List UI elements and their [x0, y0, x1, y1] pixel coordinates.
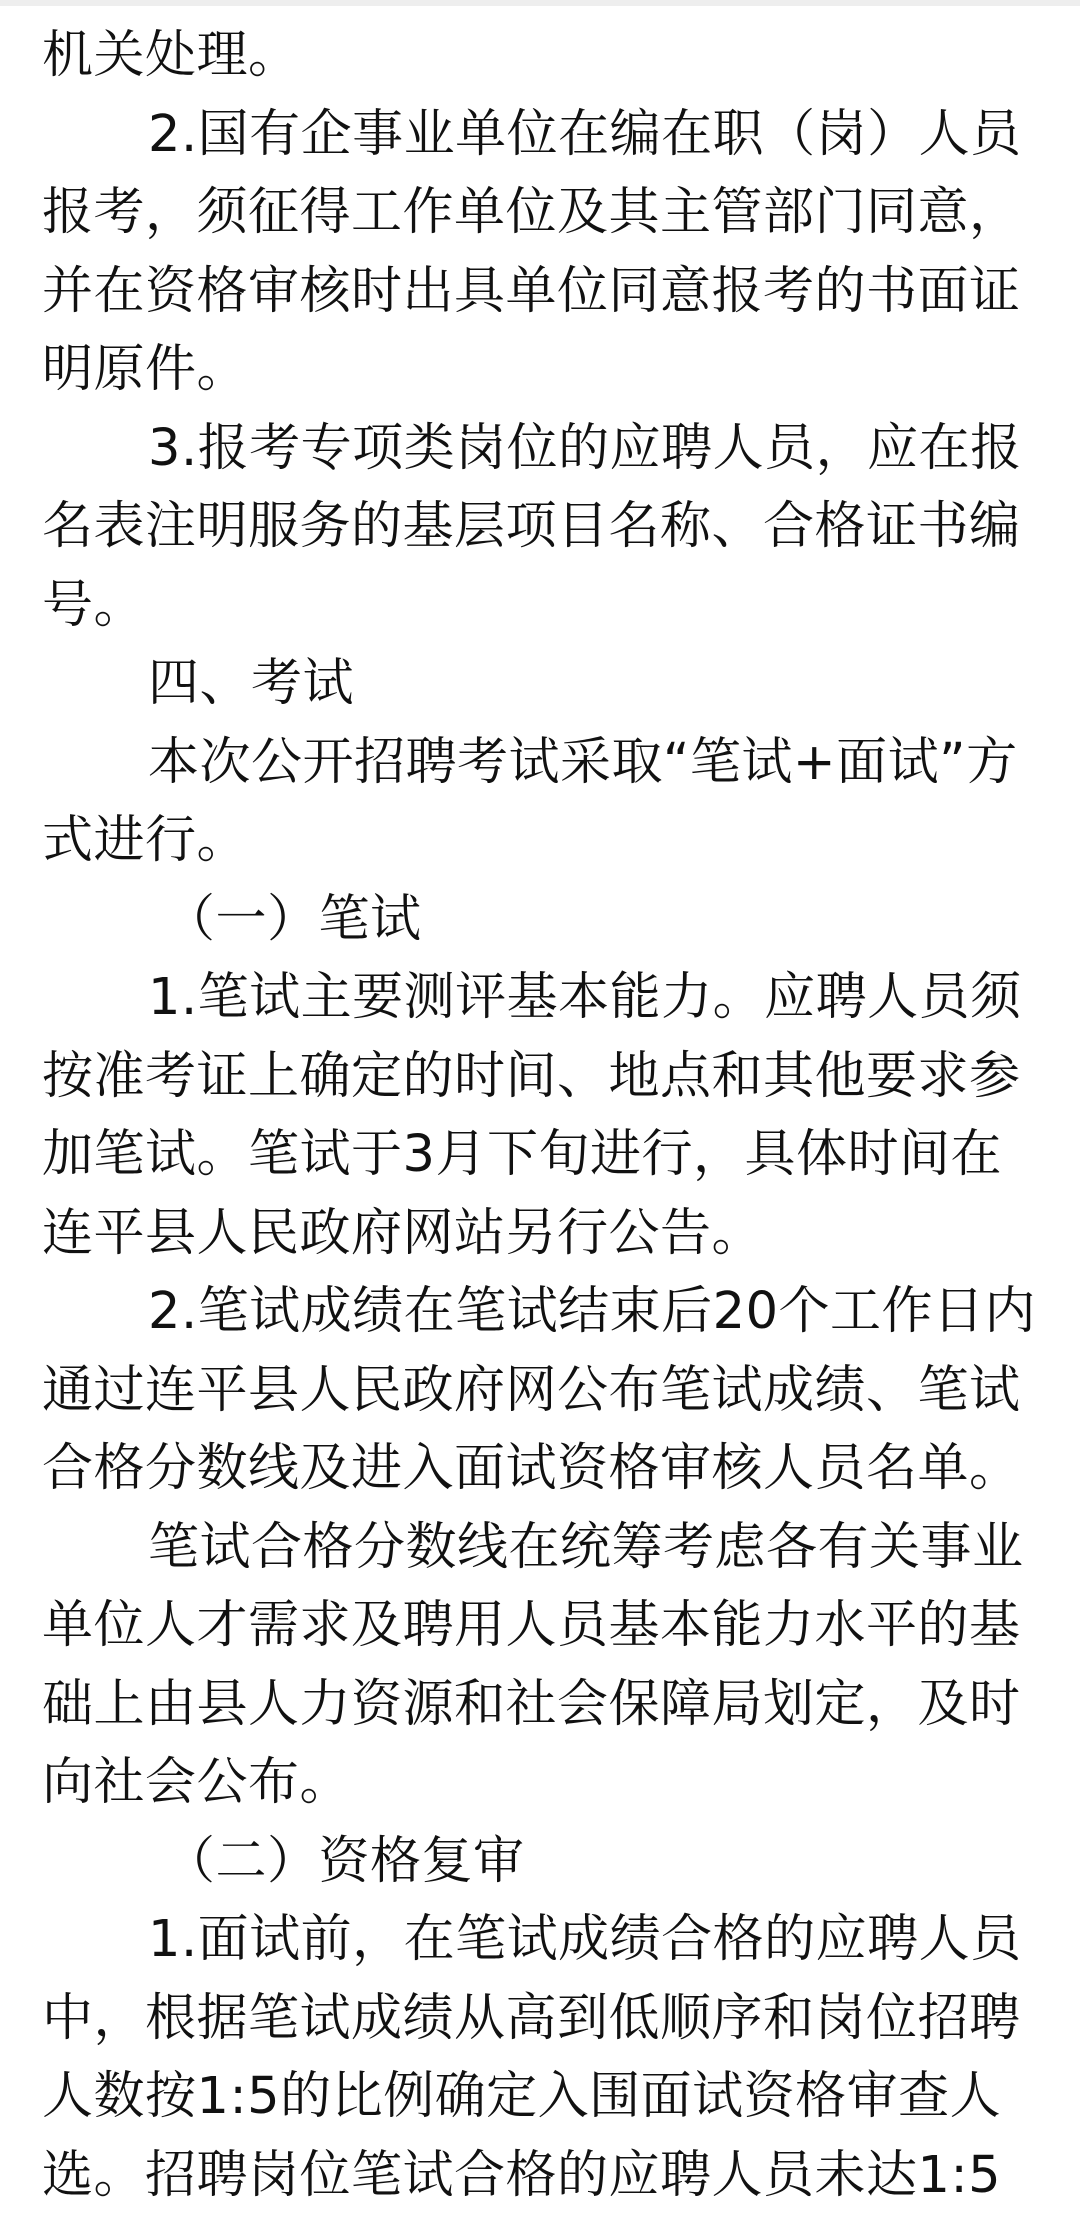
text-line: 人数按1:5的比例确定入围面试资格审查人: [42, 2058, 1042, 2137]
text-line: 合格分数线及进入面试资格审核人员名单。: [42, 1430, 1042, 1509]
text-line: 2.笔试成绩在笔试结束后20个工作日内: [42, 1273, 1042, 1352]
text-line: 加笔试。笔试于3月下旬进行，具体时间在: [42, 1116, 1042, 1195]
text-line: 报考，须征得工作单位及其主管部门同意，: [42, 174, 1042, 253]
document-body: [42, 17, 1042, 2215]
text-line: 3.报考专项类岗位的应聘人员，应在报: [42, 410, 1042, 489]
text-line: 础上由县人力资源和社会保障局划定，及时: [42, 1666, 1042, 1745]
text-line: 1.笔试主要测评基本能力。应聘人员须: [42, 959, 1042, 1038]
text-line: 1.面试前，在笔试成绩合格的应聘人员: [42, 1901, 1042, 1980]
text-line: 2.国有企事业单位在编在职（岗）人员: [42, 96, 1042, 175]
text-line: 本次公开招聘考试采取“笔试+面试”方: [42, 724, 1042, 803]
text-line: 名表注明服务的基层项目名称、合格证书编: [42, 488, 1042, 567]
text-line: 笔试合格分数线在统筹考虑各有关事业: [42, 1509, 1042, 1588]
text-line: 单位人才需求及聘用人员基本能力水平的基: [42, 1587, 1042, 1666]
text-line: 并在资格审核时出具单位同意报考的书面证: [42, 253, 1042, 332]
text-line: 选。招聘岗位笔试合格的应聘人员未达1:5: [42, 2137, 1042, 2215]
subsection-heading: （一）笔试: [42, 881, 1042, 960]
text-line: 按准考证上确定的时间、地点和其他要求参: [42, 1038, 1042, 1117]
section-heading: 四、考试: [42, 645, 1042, 724]
text-line: 向社会公布。: [42, 1744, 1042, 1823]
subsection-heading: （二）资格复审: [42, 1823, 1042, 1902]
text-line: 通过连平县人民政府网公布笔试成绩、笔试: [42, 1352, 1042, 1431]
text-line: 连平县人民政府网站另行公告。: [42, 1195, 1042, 1274]
text-line: 号。: [42, 567, 1042, 646]
text-line: 中，根据笔试成绩从高到低顺序和岗位招聘: [42, 1980, 1042, 2059]
text-line: 明原件。: [42, 331, 1042, 410]
top-edge-bar: [0, 0, 1080, 6]
text-line: 机关处理。: [42, 17, 1042, 96]
text-line: 式进行。: [42, 802, 1042, 881]
